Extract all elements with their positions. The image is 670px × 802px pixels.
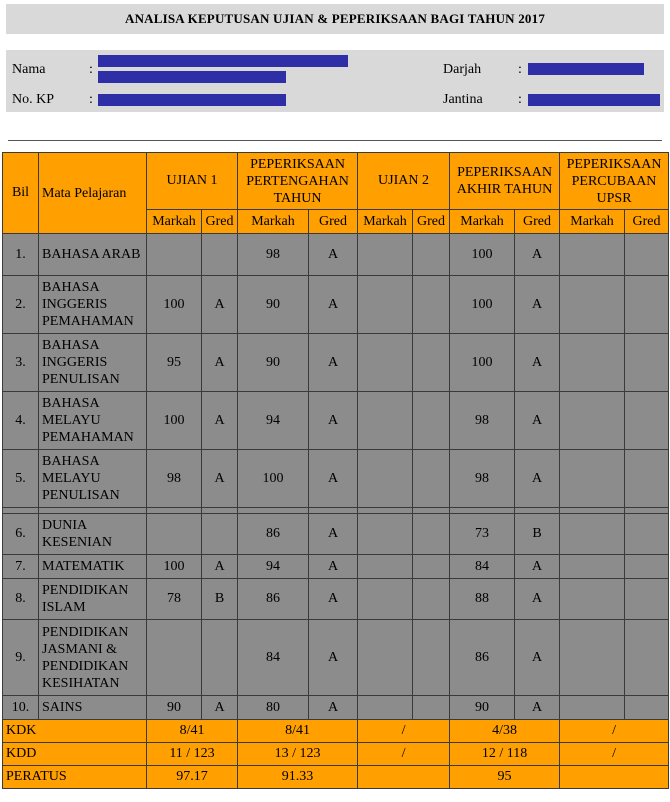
mark-cell [358, 450, 413, 508]
grade-cell [413, 514, 450, 555]
row-number: 3. [3, 334, 39, 392]
divider [8, 140, 662, 141]
mark-cell: 98 [450, 450, 515, 508]
mark-cell [560, 579, 625, 620]
mark-cell [147, 234, 202, 276]
summary-value: 8/41 [147, 720, 238, 743]
grade-cell: A [309, 555, 358, 579]
summary-value [358, 766, 450, 789]
grade-cell: B [515, 514, 560, 555]
mark-cell: 90 [450, 696, 515, 720]
mark-cell: 90 [147, 696, 202, 720]
subject-name: PENDIDIKAN JASMANI & PENDIDIKAN KESIHATAN [39, 620, 147, 696]
mark-cell: 100 [450, 276, 515, 334]
row-number: 1. [3, 234, 39, 276]
table-row [3, 579, 669, 620]
grade-cell: A [515, 579, 560, 620]
grade-cell: A [202, 334, 238, 392]
grade-cell [625, 334, 669, 392]
page-title-text: ANALISA KEPUTUSAN UJIAN & PEPERIKSAAN BAGI TAHUN 2017 [124, 11, 546, 26]
grade-cell [413, 450, 450, 508]
subject-name: BAHASA INGGERIS PENULISAN [39, 334, 147, 392]
mark-cell [358, 620, 413, 696]
grade-cell: A [202, 392, 238, 450]
summary-row [3, 766, 669, 789]
darjah-redaction [528, 63, 644, 75]
summary-value: 13 / 123 [238, 743, 358, 766]
table-row [3, 276, 669, 334]
mark-cell [560, 514, 625, 555]
nokp-colon: : [89, 92, 93, 107]
mark-cell: 86 [238, 514, 309, 555]
grade-cell [413, 555, 450, 579]
exam-header-ujian2: UJIAN 2 [358, 153, 450, 210]
grade-cell: A [515, 334, 560, 392]
table-row [3, 620, 669, 696]
mark-cell: 98 [147, 450, 202, 508]
grade-cell: A [309, 276, 358, 334]
mark-cell [560, 392, 625, 450]
row-number: 4. [3, 392, 39, 450]
mark-cell [358, 514, 413, 555]
grade-cell [625, 514, 669, 555]
subject-name: BAHASA ARAB [39, 234, 147, 276]
mark-cell: 98 [238, 234, 309, 276]
grade-cell: A [515, 696, 560, 720]
darjah-colon: : [518, 62, 522, 77]
gred-header: Gred [309, 210, 358, 234]
grade-cell: A [515, 392, 560, 450]
row-number: 8. [3, 579, 39, 620]
grade-cell [625, 696, 669, 720]
gred-header: Gred [625, 210, 669, 234]
grade-cell: A [515, 234, 560, 276]
grade-cell: A [515, 276, 560, 334]
grade-cell: A [202, 276, 238, 334]
grade-cell [413, 620, 450, 696]
subject-header: Mata Pelajaran [39, 153, 147, 234]
subject-name: BAHASA MELAYU PEMAHAMAN [39, 392, 147, 450]
subject-name: MATEMATIK [39, 555, 147, 579]
page-title [6, 4, 664, 34]
exam-header-pertengahan: PEPERIKSAAN PERTENGAHAN TAHUN [238, 153, 358, 210]
summary-value: 4/38 [450, 720, 560, 743]
grade-cell: A [202, 555, 238, 579]
grade-cell [413, 696, 450, 720]
grade-cell [625, 234, 669, 276]
grade-cell [413, 392, 450, 450]
nokp-label: No. KP [12, 92, 55, 107]
mark-cell [358, 234, 413, 276]
nokp-redaction [98, 94, 286, 106]
table-row [3, 334, 669, 392]
table-row [3, 450, 669, 508]
mark-cell: 80 [238, 696, 309, 720]
grade-cell: A [309, 334, 358, 392]
mark-cell: 100 [147, 392, 202, 450]
summary-label: KDK [3, 720, 147, 743]
summary-value: / [560, 720, 669, 743]
grade-cell: A [309, 696, 358, 720]
mark-cell: 73 [450, 514, 515, 555]
mark-cell: 86 [238, 579, 309, 620]
nama-redaction-2 [98, 71, 286, 83]
row-number: 6. [3, 514, 39, 555]
subject-name: DUNIA KESENIAN [39, 514, 147, 555]
results-table [2, 152, 669, 789]
mark-cell [560, 276, 625, 334]
mark-cell [560, 450, 625, 508]
mark-cell: 100 [147, 555, 202, 579]
summary-value: / [358, 720, 450, 743]
summary-value: 8/41 [238, 720, 358, 743]
grade-cell [625, 620, 669, 696]
grade-cell [202, 514, 238, 555]
mark-cell [358, 696, 413, 720]
grade-cell: A [309, 392, 358, 450]
summary-value: / [560, 743, 669, 766]
mark-cell: 100 [450, 234, 515, 276]
markah-header: Markah [238, 210, 309, 234]
jantina-colon: : [518, 92, 522, 107]
subject-name: BAHASA INGGERIS PEMAHAMAN [39, 276, 147, 334]
mark-cell: 100 [238, 450, 309, 508]
grade-cell: A [515, 620, 560, 696]
mark-cell: 94 [238, 555, 309, 579]
grade-cell: A [202, 696, 238, 720]
nama-label: Nama [12, 62, 46, 77]
mark-cell: 98 [450, 392, 515, 450]
grade-cell: A [202, 450, 238, 508]
grade-cell [413, 334, 450, 392]
grade-cell: B [202, 579, 238, 620]
grade-cell: A [309, 234, 358, 276]
darjah-label: Darjah [443, 62, 482, 77]
table-row [3, 392, 669, 450]
summary-label: KDD [3, 743, 147, 766]
row-number: 9. [3, 620, 39, 696]
row-number: 5. [3, 450, 39, 508]
row-number: 10. [3, 696, 39, 720]
bil-header: Bil [3, 153, 39, 234]
grade-cell: A [309, 579, 358, 620]
subject-name: SAINS [39, 696, 147, 720]
markah-header: Markah [358, 210, 413, 234]
summary-row [3, 720, 669, 743]
nama-redaction-1 [98, 55, 348, 67]
grade-cell [625, 450, 669, 508]
exam-header-akhir: PEPERIKSAAN AKHIR TAHUN [450, 153, 560, 210]
summary-value: / [358, 743, 450, 766]
row-number: 2. [3, 276, 39, 334]
mark-cell: 90 [238, 276, 309, 334]
mark-cell: 94 [238, 392, 309, 450]
grade-cell [413, 276, 450, 334]
summary-label: PERATUS [3, 766, 147, 789]
grade-cell [625, 579, 669, 620]
mark-cell: 90 [238, 334, 309, 392]
markah-header: Markah [450, 210, 515, 234]
grade-cell: A [309, 450, 358, 508]
grade-cell [413, 234, 450, 276]
mark-cell [358, 555, 413, 579]
grade-cell: A [309, 620, 358, 696]
mark-cell: 78 [147, 579, 202, 620]
mark-cell [358, 334, 413, 392]
summary-value: 11 / 123 [147, 743, 238, 766]
gred-header: Gred [413, 210, 450, 234]
mark-cell: 100 [450, 334, 515, 392]
mark-cell [560, 234, 625, 276]
summary-value: 12 / 118 [450, 743, 560, 766]
summary-value [560, 766, 669, 789]
table-row [3, 696, 669, 720]
exam-header-ujian1: UJIAN 1 [147, 153, 238, 210]
subject-name: BAHASA MELAYU PENULISAN [39, 450, 147, 508]
mark-cell [560, 555, 625, 579]
mark-cell [358, 392, 413, 450]
mark-cell: 84 [450, 555, 515, 579]
grade-cell: A [515, 450, 560, 508]
gred-header: Gred [202, 210, 238, 234]
nama-colon: : [89, 62, 93, 77]
mark-cell [147, 620, 202, 696]
mark-cell [560, 620, 625, 696]
mark-cell [560, 696, 625, 720]
jantina-label: Jantina [443, 92, 483, 107]
grade-cell [202, 234, 238, 276]
exam-header-percubaan: PEPERIKSAAN PERCUBAAN UPSR [560, 153, 669, 210]
summary-value: 91.33 [238, 766, 358, 789]
mark-cell [560, 334, 625, 392]
table-row [3, 555, 669, 579]
mark-cell [147, 514, 202, 555]
grade-cell [625, 392, 669, 450]
table-row [3, 514, 669, 555]
mark-cell: 84 [238, 620, 309, 696]
summary-value: 95 [450, 766, 560, 789]
grade-cell [625, 276, 669, 334]
grade-cell [625, 555, 669, 579]
mark-cell [358, 276, 413, 334]
grade-cell [413, 579, 450, 620]
student-info-panel [6, 50, 664, 112]
grade-cell: A [309, 514, 358, 555]
mark-cell [358, 579, 413, 620]
subject-name: PENDIDIKAN ISLAM [39, 579, 147, 620]
table-row [3, 234, 669, 276]
markah-header: Markah [560, 210, 625, 234]
markah-header: Markah [147, 210, 202, 234]
grade-cell: A [515, 555, 560, 579]
mark-cell: 86 [450, 620, 515, 696]
jantina-redaction [528, 94, 660, 106]
summary-value: 97.17 [147, 766, 238, 789]
gred-header: Gred [515, 210, 560, 234]
mark-cell: 100 [147, 276, 202, 334]
summary-row [3, 743, 669, 766]
mark-cell: 95 [147, 334, 202, 392]
grade-cell [202, 620, 238, 696]
row-number: 7. [3, 555, 39, 579]
mark-cell: 88 [450, 579, 515, 620]
